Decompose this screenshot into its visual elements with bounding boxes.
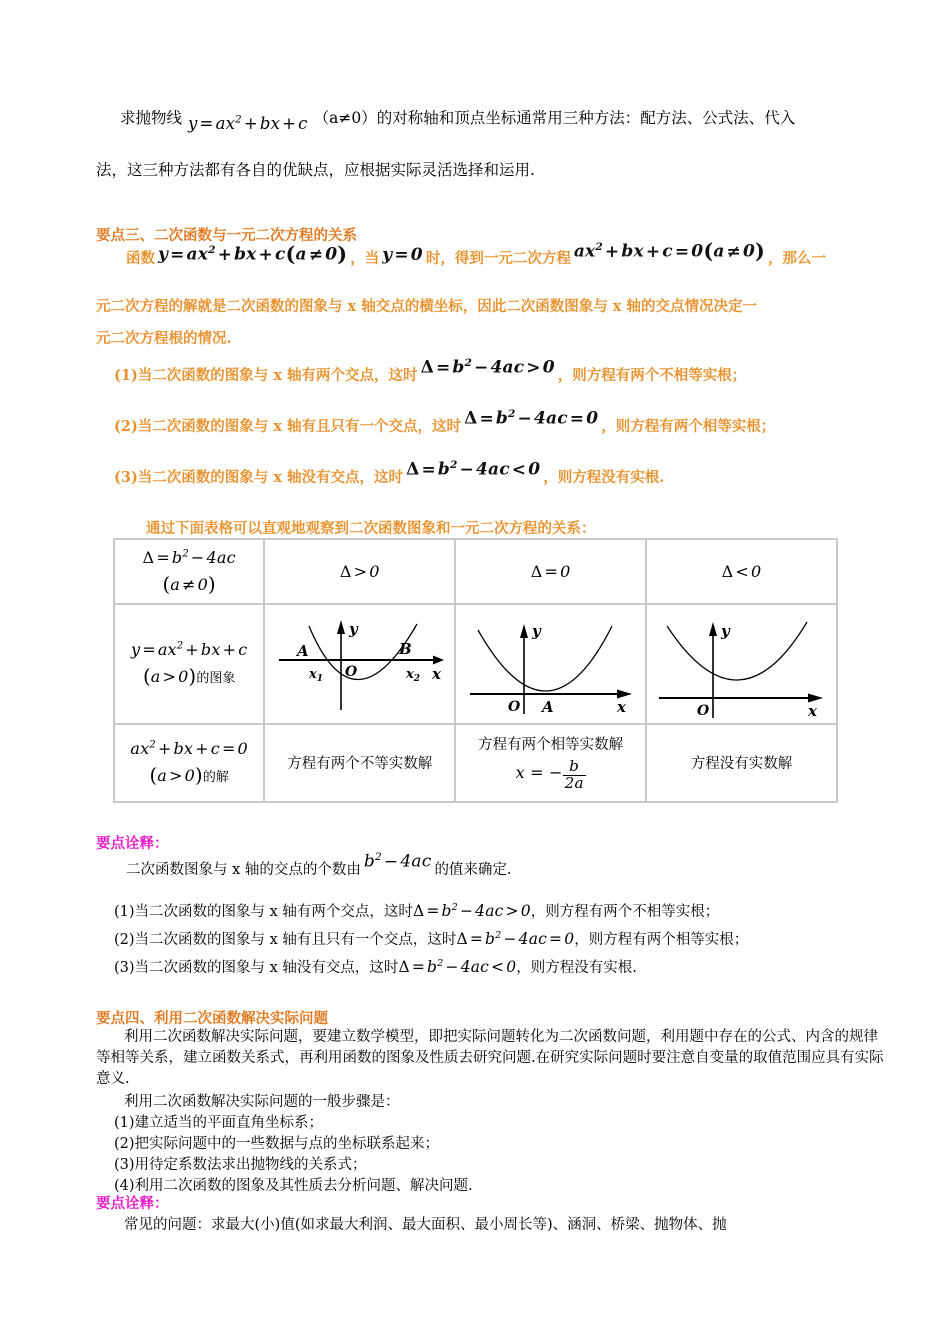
discriminant-condition: (a ≠ 0) [162,573,216,597]
table-cell-delta-gt-0 [265,540,456,605]
explain1-condition-1 [114,900,719,921]
intro-paragraph-line1 [120,106,880,133]
explain1-title: 要点诠释： [96,835,169,852]
table-cell-solution-none: 方程没有实数解 [690,756,793,773]
condition-1-prefix: (1)当二次函数的图象与 x 轴有两个交点，这时 [114,367,418,384]
table-cell-graph-no-root [647,605,836,725]
intro-text-b: （a≠0）的对称轴和顶点坐标通常用三种方法：配方法、公式法、代入 [313,109,796,127]
parabola-one-root-graph [460,606,642,722]
equation-condition: (a > 0)的解 [149,764,229,788]
table-header-equation-label [115,725,265,801]
sec3-formula-2: y = 0 [382,245,423,265]
section4-step-3: (3)用待定系数法求出抛物线的关系式； [114,1157,367,1173]
section3-condition-2 [114,408,776,436]
condition-3-formula: $\Delta = b^2 - 4ac < 0$ [406,459,541,480]
solution-two-equal-text: 方程有两个相等实数解 [478,737,624,754]
table-cell-delta-lt-0 [647,540,836,605]
svg-text:O: O [344,663,357,680]
table-cell-graph-one-root [456,605,647,725]
condition-2-prefix: (2)当二次函数的图象与 x 轴有且只有一个交点，这时 [114,418,462,435]
svg-text:y: y [348,619,358,638]
svg-text:x1: $x_1$ [308,666,323,684]
solution-vertex-formula: x = − $\frac{b}{2a}$ [515,757,584,793]
intro-text-a: 求抛物线 [120,109,183,127]
svg-text:B: B [398,639,412,658]
table-row-discriminant [115,540,836,605]
discriminant-formula: $\Delta = b^2 - 4ac$ [142,548,236,567]
table-header-discriminant [115,540,265,605]
section4-title: 要点四、利用二次函数解决实际问题 [96,1010,328,1027]
section4-step-4: (4)利用二次函数的图象及其性质去分析问题、解决问题. [114,1178,473,1194]
intro-paragraph-line2: 法，这三种方法都有各自的优缺点，应根据实际灵活选择和运用. [96,161,535,179]
section3-condition-3 [114,459,665,487]
section3-paragraph1 [126,239,827,268]
delta-lt-0: Δ < 0 [721,561,762,581]
svg-text:A: A [296,641,309,660]
sec3-text-c: 时，得到一元二次方程 [425,250,571,267]
svg-text:O: O [696,702,709,719]
svg-text:x2: $x_2$ [405,666,420,684]
explain1-condition-2 [114,928,748,949]
svg-text:A: A [541,697,554,716]
svg-text:x: x [431,664,441,683]
explain1-formula: $b^2 - 4ac$ [363,851,432,872]
section4-step-2: (2)把实际问题中的一些数据与点的坐标联系起来； [114,1136,440,1152]
table-row-graphs [115,605,836,725]
table-cell-solution-two-equal [456,725,647,801]
section3-paragraph3: 元二次方程根的情况. [96,330,232,347]
condition-3-suffix: ，则方程没有实根. [543,469,665,486]
table-cell-solution-two-distinct: 方程有两个不等实数解 [265,725,456,801]
section3-paragraph2: 元二次方程的解就是二次函数的图象与 x 轴交点的横坐标，因此二次函数图象与 x 轴的交点情况决定一 [96,298,757,315]
table-row-solutions [115,725,836,801]
svg-text:O: O [507,698,520,715]
explain2-paragraph: 常见的问题：求最大(小)值(如求最大利润、最大面积、最小周长等)、涵洞、桥梁、抛物体、抛 [124,1217,727,1233]
vertex-fraction: $\frac{b}{2a}$ [564,757,584,793]
svg-text:y: y [720,621,730,640]
graph-function-formula: $y = ax^2$ + bx + c [130,640,248,660]
parabola-two-roots-graph [269,606,451,722]
graph-function-condition: (a > 0)的图象 [142,665,236,689]
section4-step-1: (1)建立适当的平面直角坐标系； [114,1115,324,1131]
section3-condition-1 [114,357,747,385]
explain1-cond1-suffix: ，则方程有两个不相等实根； [530,904,720,920]
delta-eq-0: Δ = 0 [530,561,571,581]
explain1-cond2-prefix: (2)当二次函数的图象与 x 轴有且只有一个交点，这时 [114,932,457,948]
explain1-cond2-suffix: ，则方程有两个相等实根； [574,932,749,948]
explain1-cond1-formula: $\Delta = b^2 - 4ac > 0$ [412,901,531,920]
sec3-text-b: ，当 [350,250,380,267]
condition-1-suffix: ，则方程有两个不相等实根； [557,367,747,384]
explain1-paragraph [126,851,512,879]
section4-paragraph2: 利用二次函数解决实际问题的一般步骤是： [124,1094,400,1110]
explain1-cond3-prefix: (3)当二次函数的图象与 x 轴没有交点，这时 [114,960,399,976]
table-header-graph-label [115,605,265,725]
explain1-cond2-formula: $\Delta = b^2 - 4ac = 0$ [456,929,575,948]
section3-title: 要点三、二次函数与一元二次方程的关系 [96,227,357,244]
delta-gt-0: Δ > 0 [339,561,380,581]
explain2-title: 要点诠释： [96,1195,169,1212]
explain1-cond3-formula: $\Delta = b^2 - 4ac < 0$ [398,957,517,976]
sec3-formula-3: $ax^2$ + bx + c = 0(a ≠ 0) [573,239,766,264]
intro-formula: $y = ax^2$ + bx + c [188,114,308,133]
svg-text:x: x [807,701,817,720]
equation-formula: $ax^2$ + bx + c = 0 [130,739,248,759]
sec3-text-d: ，那么一 [768,250,827,267]
parabola-no-root-graph [651,606,833,722]
sec3-formula-1: $y = ax^2$ + bx + c(a ≠ 0) [158,242,348,267]
section4-paragraph1: 利用二次函数解决实际问题，要建立数学模型，即把实际问题转化为二次函数问题，利用题中存在的公式、内含的规律等相等关系，建立函数关系式，再利用函数的图象及性质去研究问题.在研究实际问题时要注意自变量的取值范围应具有实际意义. [96,1029,884,1088]
condition-2-formula: $\Delta = b^2 - 4ac = 0$ [464,408,599,429]
svg-text:x: x [616,697,626,716]
quadratic-relation-table [113,538,838,803]
explain1-text-b: 的值来确定. [434,862,512,878]
explain1-cond3-suffix: ，则方程没有实根. [516,960,637,976]
table-cell-delta-eq-0 [456,540,647,605]
condition-3-prefix: (3)当二次函数的图象与 x 轴没有交点，这时 [114,469,404,486]
explain1-cond1-prefix: (1)当二次函数的图象与 x 轴有两个交点，这时 [114,904,413,920]
table-caption: 通过下面表格可以直观地观察到二次函数图象和一元二次方程的关系： [146,520,596,537]
condition-2-suffix: ，则方程有两个相等实根； [601,418,776,435]
table-cell-graph-two-roots [265,605,456,725]
condition-1-formula: $\Delta = b^2 - 4ac > 0$ [420,357,555,378]
sec3-text-a: 函数 [126,250,155,267]
explain1-text-a: 二次函数图象与 x 轴的交点的个数由 [126,862,361,878]
svg-text:y: y [531,621,541,640]
explain1-condition-3 [114,956,637,977]
